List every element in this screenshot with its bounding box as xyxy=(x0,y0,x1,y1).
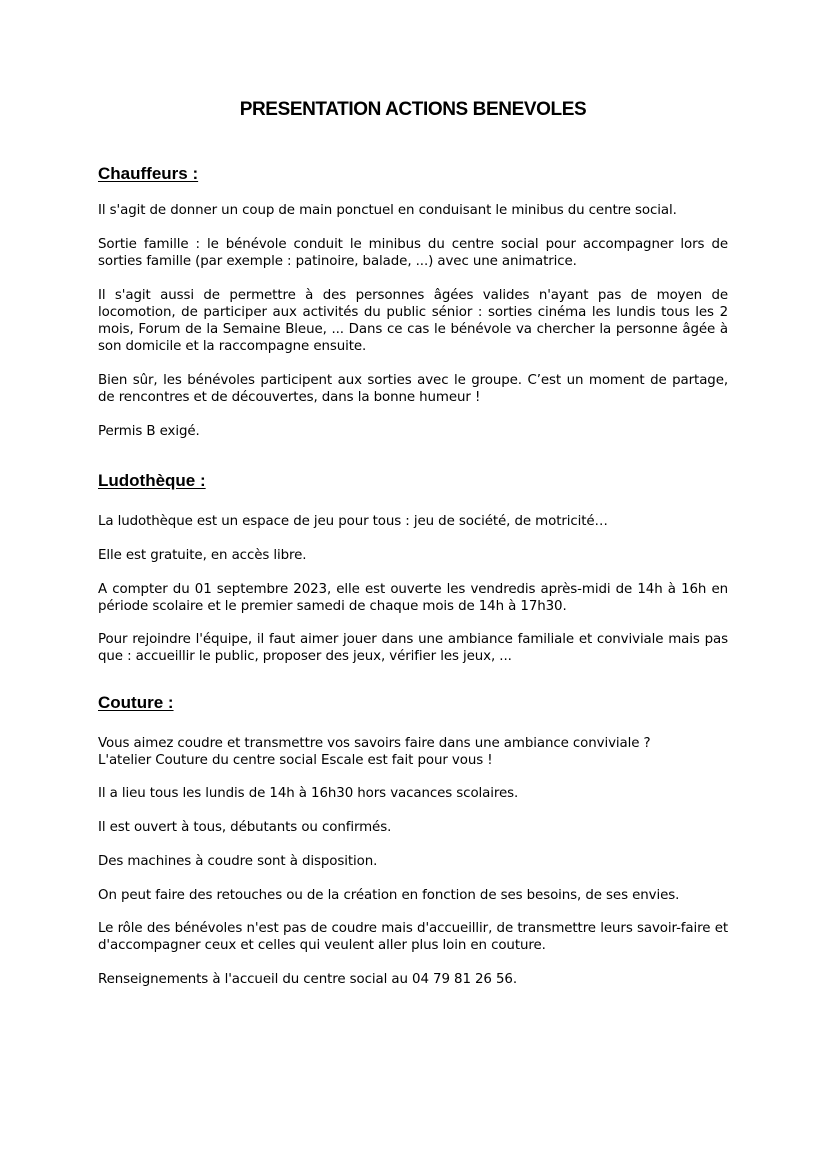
paragraph: Permis B exigé. xyxy=(98,424,200,439)
paragraph: Il a lieu tous les lundis de 14h à 16h30 hors vacances scolaires. xyxy=(98,786,519,801)
paragraph: Vous aimez coudre et transmettre vos savoirs faire dans une ambiance conviviale ? xyxy=(98,736,651,751)
section-heading-ludotheque: Ludothèque : xyxy=(98,471,206,490)
paragraph: Bien sûr, les bénévoles participent aux sorties avec le groupe. C’est un moment de partage, de rencontres et de découvertes, dans la bonne humeur ! xyxy=(98,373,728,405)
paragraph: Il s'agit aussi de permettre à des personnes âgées valides n'ayant pas de moyen de locomotion, de participer aux activités du public sénior : sorties cinéma les lundis tous les 2 mois, Forum de la Semaine Bleue, ... Dans ce cas le bénévole va chercher la personne âgée à son domicile et la raccompagne ensuite. xyxy=(98,288,728,354)
paragraph: Renseignements à l'accueil du centre social au 04 79 81 26 56. xyxy=(98,972,518,987)
paragraph: On peut faire des retouches ou de la création en fonction de ses besoins, de ses envies. xyxy=(98,888,680,903)
paragraph: Le rôle des bénévoles n'est pas de coudre mais d'accueillir, de transmettre leurs savoir-faire et d'accompagner ceux et celles qui veulent aller plus loin en couture. xyxy=(98,921,728,953)
paragraph: Elle est gratuite, en accès libre. xyxy=(98,548,307,563)
section-heading-chauffeurs: Chauffeurs : xyxy=(98,164,199,183)
paragraph: Des machines à coudre sont à disposition. xyxy=(98,854,378,869)
document-title: PRESENTATION ACTIONS BENEVOLES xyxy=(239,99,587,120)
paragraph: L'atelier Couture du centre social Escale est fait pour vous ! xyxy=(98,753,493,768)
paragraph: A compter du 01 septembre 2023, elle est ouverte les vendredis après-midi de 14h à 16h en période scolaire et le premier samedi de chaque mois de 14h à 17h30. xyxy=(98,582,728,614)
paragraph: Il est ouvert à tous, débutants ou confirmés. xyxy=(98,820,392,835)
paragraph: Il s'agit de donner un coup de main ponctuel en conduisant le minibus du centre social. xyxy=(98,203,677,218)
paragraph: Sortie famille : le bénévole conduit le minibus du centre social pour accompagner lors de sorties famille (par exemple : patinoire, balade, ...) avec une animatrice. xyxy=(98,237,728,269)
paragraph: La ludothèque est un espace de jeu pour tous : jeu de société, de motricité… xyxy=(98,514,608,529)
paragraph: Pour rejoindre l'équipe, il faut aimer jouer dans une ambiance familiale et conviviale mais pas que : accueillir le public, proposer des jeux, vérifier les jeux, ... xyxy=(98,632,728,664)
section-heading-couture: Couture : xyxy=(98,693,174,712)
